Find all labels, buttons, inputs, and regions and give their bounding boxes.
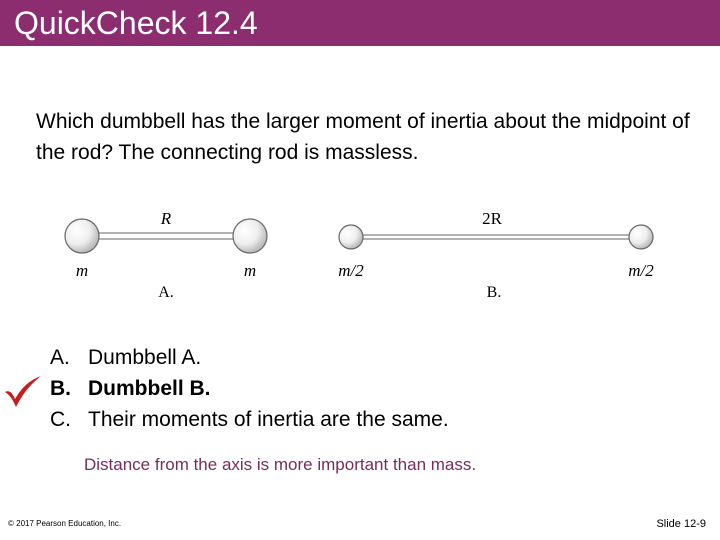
- dumbbell-b-right-mass: [629, 225, 653, 249]
- copyright-notice: © 2017 Pearson Education, Inc.: [8, 519, 122, 528]
- dumbbell-b-rod-label: 2R: [482, 209, 502, 228]
- title-bar: [0, 0, 720, 46]
- dumbbell-a-rod: [98, 233, 234, 239]
- dumbbell-a: [65, 209, 267, 301]
- dumbbell-a-left-mass-label: m: [75, 261, 89, 280]
- slide-number: Slide 12-9: [656, 518, 706, 530]
- answer-text: Dumbbell B.: [88, 377, 211, 400]
- answer-option-c: [50, 404, 449, 435]
- dumbbell-b-caption: B.: [486, 284, 502, 301]
- question-text: Which dumbbell has the larger moment of inertia about the midpoint of the rod? The connecting rod is massless.: [36, 110, 690, 164]
- answer-option-a: [50, 342, 449, 373]
- dumbbell-figure: [0, 196, 720, 306]
- dumbbell-a-caption: A.: [158, 284, 174, 301]
- dumbbell-b-left-mass-label: m/2: [338, 261, 364, 280]
- answer-letter: B.: [50, 377, 71, 400]
- dumbbell-a-right-mass: [233, 219, 267, 253]
- slide-title: QuickCheck 12.4: [14, 5, 258, 41]
- answer-text: Their moments of inertia are the same.: [88, 408, 449, 431]
- dumbbell-b-right-mass-label: m/2: [628, 261, 654, 280]
- dumbbell-b: [338, 209, 654, 301]
- answer-letter: C.: [50, 408, 71, 431]
- dumbbell-a-right-mass-label: m: [243, 261, 257, 280]
- answer-text: Dumbbell A.: [88, 346, 202, 369]
- explanation-text: Distance from the axis is more important than mass.: [84, 455, 477, 474]
- checkmark-icon: [2, 374, 44, 410]
- dumbbell-a-left-mass: [65, 219, 99, 253]
- dumbbell-b-left-mass: [339, 225, 363, 249]
- answer-list: [50, 342, 449, 435]
- answer-option-b: [50, 373, 449, 404]
- answer-letter: A.: [50, 346, 70, 369]
- dumbbell-b-rod: [362, 235, 640, 239]
- dumbbell-a-rod-label: R: [160, 209, 172, 228]
